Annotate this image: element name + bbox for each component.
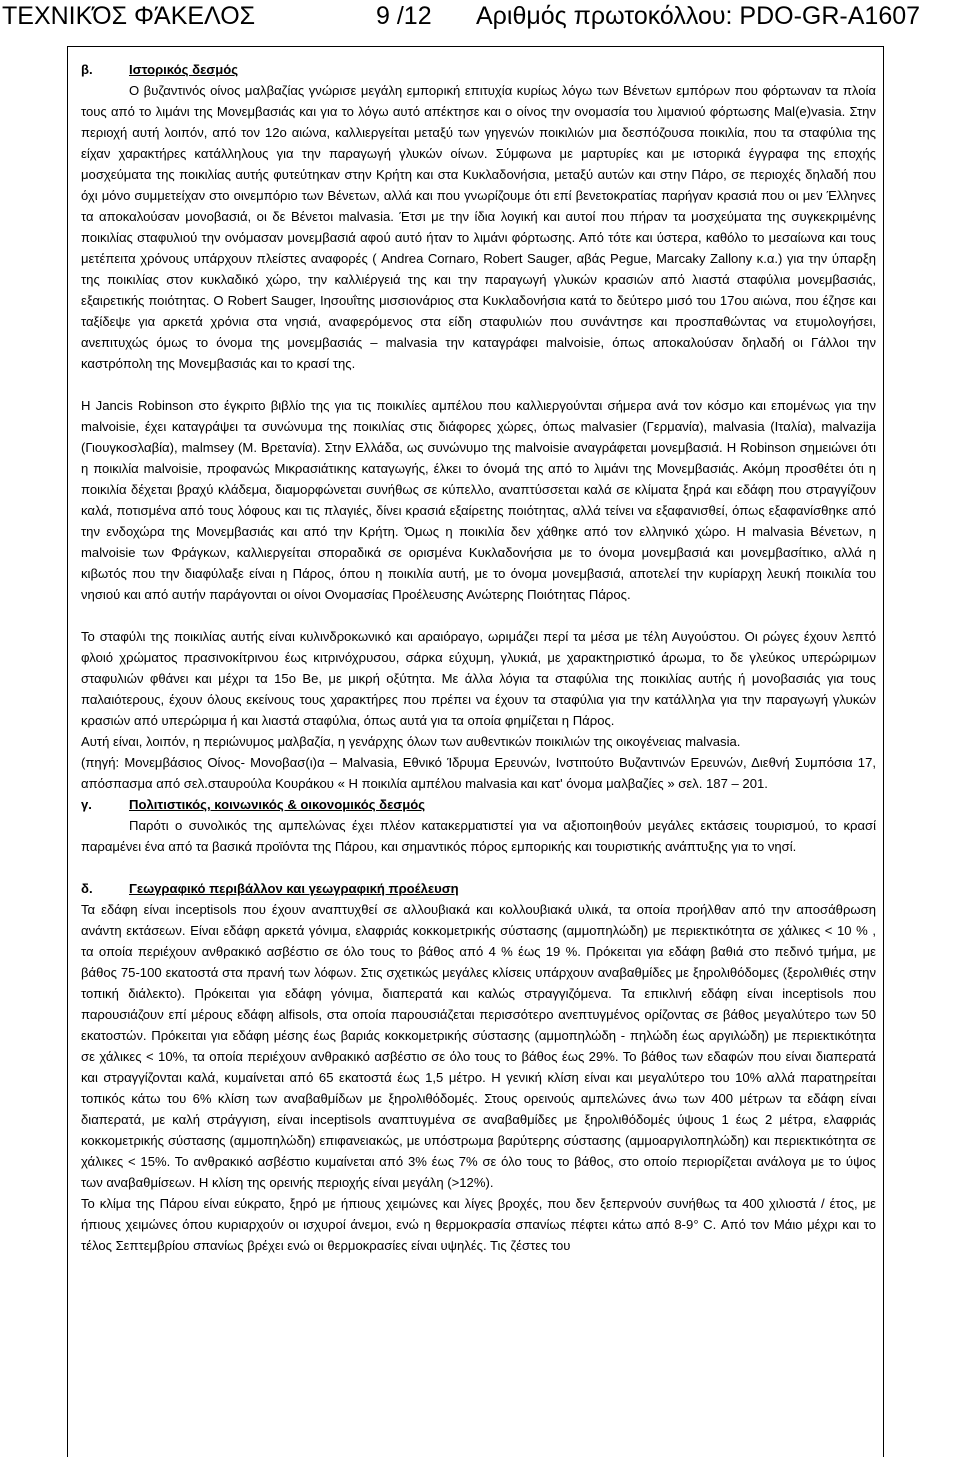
document-type-label: ΤΕΧΝΙΚΌΣ ΦΆΚΕΛΟΣ (2, 2, 256, 30)
paragraph-history-1: Ο βυζαντινός οίνος μαλβαζίας γνώρισε μεγάλη εμπορική επιτυχία κυρίως λόγω των Βένετων εμπόρων που φόρτωναν τα πλοία τους από το λιμάνι της Μονεμβασιάς και για το λόγω αυτό απέκτησε και ο οίνος την ονομασία του λιμανιού φόρτωσης Mal(e)vasia. Στην περιοχή αυτή λοιπόν, από τον 12ο αιώνα, καλλιεργείται μεταξύ των γηγενών ποικιλιών μια δεσπόζουσα ποικιλία, που τα σταφύλια της είχαν χαρακτήρες κατάλληλους για την παραγωγή γλυκών οίνων. Σύμφωνα με μαρτυρίες και με ιστορικά έγγραφα της εποχής μοσχεύματα της ποικιλίας αυτής φυτεύτηκαν στην Κρήτη και στα Κυκλαδονήσια, μεταξύ αυτών και στην Πάρο, σε περιοχές δηλαδή που όχι μόνο συμμετείχαν στο οινεμπόριο των Βένετων, αλλά και που γνωρίζουμε ότι επί βενετοκρατίας παρήγαν κρασιά που οι μεν Έλληνες τα αποκαλούσαν μονοβασιά, οι δε Βένετοι malvasia. Έτσι με την ίδια λογική και αυτοί που πήραν τα μοσχεύματα της συγκεκριμένης ποικιλίας σταφυλιού την ονόμασαν μονεμβασιά αφού αυτό ήταν το λιμάνι φόρτωσης. Από τότε και ύστερα, καθόλο το μεσαίωνα και τους μετέπειτα χρόνους υπάρχουν πλείστες αναφορές ( Andrea Cornaro, Robert Sauger, αβάς Pegue, Marcaky Zallony κ.α.) για την ύπαρξη της ποικιλίας στον κυκλαδικό χώρο, την καλλιέργειά της και την παραγωγή γλυκών κρασιών από λιαστά σταφύλια μονεμβασιάς, εξαιρετικής ποιότητας. Ο Robert Sauger, Ιησουΐτης μισσιονάριος στα Κυκλαδονήσια κατά το δεύτερο μισό του 17ου αιώνα, που έζησε και ταξίδεψε για αρκετά χρόνια στα νησιά, αναφερόμενος στα είδη σταφυλιών που συνάντησε και προσπαθώντας να ετυμολογήσει, ανεπιτυχώς όμως το όνομα της μονεμβασιάς – malvasia την καταγράφει malvoisie, όπως αποκαλούσαν δηλαδή οι Γάλλοι την καστρόπολη της Μονεμβασιάς και το κρασί της. (81, 83, 876, 371)
paragraph-history-2: Η Jancis Robinson στο έγκριτο βιβλίο της για τις ποικιλίες αμπέλου που καλλιεργούνται σήμερα ανά τον κόσμο και επομένως για την malvoisie, έχει καταγράψει τα συνώνυμα της ποικιλίας στις διάφορες χώρες, όπως malvasier (Γερμανία), malvasia (Ιταλία), malvazija (Γιουγκοσλαβία), malmsey (Μ. Βρετανία). Στην Ελλάδα, ως συνώνυμο της malvoisie αναγράφεται μονεμβασιά. Η Robinson σημειώνει ότι η ποικιλία malvoisie, προφανώς Μικρασιάτικης καταγωγής, έλκει το όνομά της από το λιμάνι της Μονεμβασιάς. Ακόμη προσθέτει ότι η ποικιλία δέχεται βραχύ κλάδεμα, διαμορφώνεται συνήθως σε κύπελλο, αναπτύσσεται καλά σε κλίματα ξηρά και εδάφη που στραγγίζουν καλά, ποτισμένα από τους λόφους και τις πλαγιές, δίνει κρασιά εξαίρετης ποιότητας, αλλά τείνει να εξαφανισθεί, όπως εξαφανίσθηκε από την ενδοχώρα της Μονεμβασιάς και από την Κρήτη. Όμως η ποικιλία δεν χάθηκε από τον ελληνικό χώρο. Η malvasia Βένετων, η malvoisie των Φράγκων, καλλιεργείται σποραδικά σε ορισμένα Κυκλαδονήσια με το όνομα μονεμβασιά και μονεμβασίτικο, αλλά η κιβωτός που την διαφύλαξε είναι η Πάρος, όπου η ποικιλία αυτή, με το όνομα μονεμβασιά, αποτελεί την κυρίαρχη λευκή ποικιλία του νησιού και από αυτήν παράγονται οι οίνοι Ονομασίας Προέλευσης Ανώτερης Ποιότητας Πάρος. (81, 398, 876, 602)
document-body (81, 59, 876, 1256)
paragraph-cultural: Παρότι ο συνολικός της αμπελώνας έχει πλέον κατακερματιστεί για να αξιοποιηθούν μεγάλες εκτάσεις τουρισμού, το κρασί παραμένει ένα από τα βασικά προϊόντα της Πάρου, και σημαντικός πόρος εμπορικής και τουριστικής ανάπτυξης για το νησί. (81, 818, 876, 854)
page-header (0, 0, 960, 36)
paragraph-soils: Τα εδάφη είναι inceptisols που έχουν αναπτυχθεί σε αλλουβιακά και κολλουβιακά υλικά, τα οποία προήλθαν από την αποσάθρωση ανάντη εκτάσεων. Είναι εδάφη αρκετά γόνιμα, ελαφριάς κοκκομετρικής σύστασης (αμμοπηλώδη) με περιεκτικότητα σε χάλικες < 10 % , τα οποία περιέχουν ανθρακικό ασβέστιο σε όλο τους το βάθος από 4 % έως 19 %. Πρόκειται για εδάφη βαθιά στο πεδινό τμήμα, με βάθος 75-100 εκατοστά στα πρανή των λόφων. Στις σχετικώς μεγάλες κλίσεις υπάρχουν αναβαθμίδες με ξηρολιθόδομες (ξερολιθιές στην τοπική διάλεκτο). Πρόκειται για εδάφη γόνιμα, διαπερατά και καλώς στραγγιζόμενα. Τα επικλινή εδάφη είναι inceptisols που παρουσιάζουν επί μέρους εδάφη alfisols, στα οποία παρουσιάζεται περισσότερο ανεπτυγμένος ορίζοντας σε βάθος μεγαλύτερο των 50 εκατοστών. Πρόκειται για εδάφη μέσης έως βαριάς κοκκομετρικής σύστασης (αμμοπηλώδη - πηλώδη έως αργιλώδη) με περιεκτικότητα σε χάλικες < 10%, τα οποία περιέχουν ανθρακικό ασβέστιο σε όλο τους το βάθος έως 29%. Το βάθος των εδαφών που είναι διαπερατά και στραγγίζονται καλά, κυμαίνεται από 65 εκατοστά έως 1,5 μέτρο. Η γενική κλίση είναι και μεγαλύτερο του 10% αλλά παρατηρείται τοπικός κάτω του 6% κλίση των αναβαθμίδων με ξηρολιθόδομές. Στους ορεινούς αμπελώνες άνω των 400 μέτρων τα εδάφη είναι διαπερατά, με καλή στράγγιση, είναι inceptisols αναπτυγμένα σε αναβαθμίδες με ξηρολιθόδομές ύψους 1 έως 2 μέτρα, ελαφριάς κοκκομετρικής σύστασης (αμμοπηλώδη) επιφανειακώς, με υπόστρωμα βαρύτερης σύστασης (αμμοαργιλοπηλώδη) και περιεκτικότητα σε χάλικες < 15%. Το ανθρακικό ασβέστιο κυμαίνεται από 3% έως 7% σε όλο τους το βάθος, στο οποίο περιορίζεται ανάλογα με το ύψος των αναβαθμίσεων. Η κλίση της ορεινής περιοχής είναι μεγάλη (>12%). (81, 902, 876, 1190)
section-title-c: Πολιτιστικός, κοινωνικός & οικονομικός δεσμός (129, 797, 426, 812)
protocol-number: Αριθμός πρωτοκόλλου: PDO-GR-A1607 (476, 2, 921, 30)
paragraph-history-4: Αυτή είναι, λοιπόν, η περιώνυμος μαλβαζία, η γενάρχης όλων των αυθεντικών ποικιλιών της οικογένειας malvasia. (81, 734, 741, 749)
section-heading-b (81, 59, 876, 80)
section-letter-d: δ. (81, 881, 93, 896)
section-letter-c: γ. (81, 797, 92, 812)
page-number: 9 /12 (376, 2, 432, 30)
paragraph-climate: Το κλίμα της Πάρου είναι εύκρατο, ξηρό με ήπιους χειμώνες και λίγες βροχές, που δεν ξεπερνούν συνήθως τα 400 χιλιοστά / έτος, με ήπιους χειμώνες όπου κυριαρχούν οι ισχυροί άνεμοι, ενώ η θερμοκρασία σπανίως πέφτει κάτω από 8-9° C. Από τον Μάιο μέχρι και το τέλος Σεπτεμβρίου σπανίως βρέχει ενώ οι θερμοκρασίες είναι υψηλές. Τις ζέστες του (81, 1196, 876, 1253)
paragraph-history-3: Το σταφύλι της ποικιλίας αυτής είναι κυλινδροκωνικό και αραιόραγο, ωριμάζει περί τα μέσα με τέλη Αυγούστου. Οι ρώγες έχουν λεπτό φλοιό χρώματος πρασινοκίτρινου έως κιτρινόχρυσου, σάρκα εύχυμη, γλυκιά, με χαρακτηριστικό άρωμα, το δε γλεύκος υπερώριμων σταφυλιών φθάνει και μέχρι τα 15ο Be, με μικρή οξύτητα. Με άλλα λόγια τα σταφύλια της ποικιλίας αυτής ή μονοβασιάς για τους παλαιότερους, έχουν όλους εκείνους τους χαρακτήρες που πρέπει να έχουν τα σταφύλια για την κατάλληλα για την παραγωγή γλυκών κρασιών από υπερώριμα ή και λιαστά σταφύλια, όπως αυτά για τα οποία φημίζεται η Πάρος. (81, 629, 876, 728)
paragraph-source: (πηγή: Μονεμβάσιος Οίνος- Μονοβασ(ι)α – Malvasia, Εθνικό Ίδρυμα Ερευνών, Ινστιτούτο Βυζαντινών Ερευνών, Διεθνή Συμπόσια 17, απόσπασμα από σελ.σταυρούλα Κουράκου « Η ποικιλία αμπέλου malvasia και κατ' όνομα μαλβαζίες » σελ. 187 – 201. (81, 755, 876, 791)
section-heading-d (81, 878, 876, 899)
section-heading-c (81, 794, 876, 815)
section-title-b: Ιστορικός δεσμός (129, 62, 239, 77)
section-title-d: Γεωγραφικό περιβάλλον και γεωγραφική προέλευση (129, 881, 459, 896)
section-letter-b: β. (81, 62, 93, 77)
